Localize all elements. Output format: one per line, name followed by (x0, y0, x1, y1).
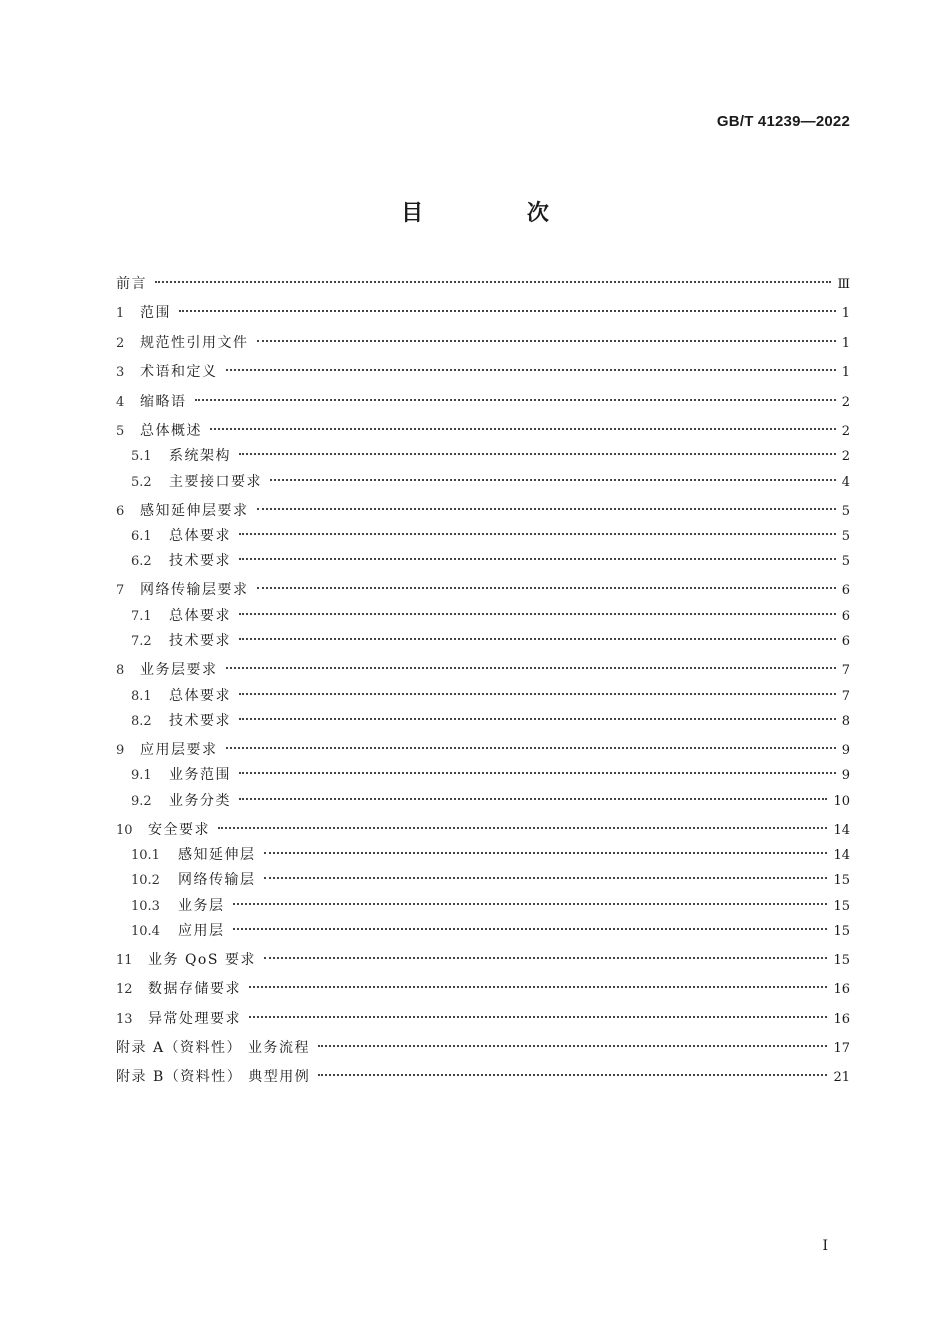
toc-entry[interactable] (116, 1063, 850, 1092)
toc-entry-label: 异常处理要求 (148, 1010, 241, 1027)
toc-entry-page: 17 (833, 1041, 850, 1057)
toc-entry[interactable] (116, 1005, 850, 1034)
toc-entry-number: 2 (116, 335, 125, 351)
toc-entry-label: 技术要求 (169, 553, 231, 570)
page-title: 目 次 (401, 201, 597, 226)
toc-dot-leader (239, 798, 827, 800)
toc-entry[interactable] (116, 358, 850, 387)
toc-entry[interactable] (116, 791, 850, 816)
toc-entry-page: 6 (841, 583, 850, 599)
toc-entry[interactable] (116, 472, 850, 497)
toc-dot-leader (257, 340, 836, 342)
toc-entry[interactable] (116, 765, 850, 790)
toc-entry[interactable] (116, 270, 850, 299)
toc-entry-number: 10.3 (131, 898, 160, 914)
toc-dot-leader (239, 558, 836, 560)
toc-entry-label: 总体概述 (140, 422, 202, 439)
toc-entry-page: 9 (841, 743, 850, 759)
toc-dot-leader (239, 453, 836, 455)
toc-dot-leader (239, 638, 836, 640)
toc-entry-label: 技术要求 (169, 633, 231, 650)
toc-entry-page: 10 (833, 793, 850, 809)
toc-entry-page: 5 (841, 503, 850, 519)
toc-entry-number: 4 (116, 394, 125, 410)
toc-entry-page: 6 (841, 608, 850, 624)
toc-entry-page: 5 (841, 529, 850, 545)
toc-entry-page: 14 (833, 822, 850, 838)
toc-entry-page: 2 (841, 449, 850, 465)
toc-entry-number: 3 (116, 365, 125, 381)
toc-dot-leader (226, 667, 836, 669)
toc-entry[interactable] (116, 845, 850, 870)
toc-dot-leader (239, 613, 836, 615)
toc-entry-number: 11 (116, 952, 133, 968)
toc-dot-leader (195, 399, 836, 401)
toc-entry[interactable] (116, 631, 850, 656)
toc-entry-number: 10.1 (131, 848, 160, 864)
toc-entry[interactable] (116, 975, 850, 1004)
toc-entry-label: 总体要求 (169, 607, 231, 624)
toc-entry-label: 网络传输层 (178, 872, 256, 889)
toc-entry-page: 7 (841, 688, 850, 704)
toc-entry-page: 1 (841, 335, 850, 351)
toc-entry-label: 应用层 (178, 922, 225, 939)
toc-dot-leader (179, 310, 836, 312)
toc-entry[interactable] (116, 497, 850, 526)
toc-entry-label: 附录 B（资料性） 典型用例 (116, 1069, 311, 1086)
toc-entry-page: 14 (833, 848, 850, 864)
toc-entry-label: 总体要求 (169, 687, 231, 704)
toc-entry[interactable] (116, 870, 850, 895)
toc-entry-number: 10.4 (131, 923, 160, 939)
toc-entry-label: 感知延伸层要求 (140, 502, 249, 519)
toc-entry-label: 业务层要求 (140, 662, 218, 679)
toc-entry[interactable] (116, 526, 850, 551)
toc-dot-leader (318, 1045, 827, 1047)
toc-entry-page: 15 (833, 923, 850, 939)
toc-entry-page: 4 (841, 474, 850, 490)
table-of-contents (116, 270, 850, 1093)
toc-entry-page: 16 (833, 1011, 850, 1027)
toc-dot-leader (249, 1016, 827, 1018)
toc-entry-number: 10 (116, 822, 133, 838)
toc-entry[interactable] (116, 816, 850, 845)
toc-entry-label: 前言 (116, 276, 147, 292)
toc-entry-page: 2 (841, 394, 850, 410)
toc-dot-leader (239, 718, 836, 720)
toc-entry-label: 数据存储要求 (148, 981, 241, 998)
toc-dot-leader (239, 693, 836, 695)
toc-entry-page: 7 (841, 663, 850, 679)
toc-entry-label: 主要接口要求 (169, 473, 262, 490)
toc-entry-number: 10.2 (131, 873, 160, 889)
toc-entry-label: 缩略语 (140, 393, 187, 410)
toc-entry-label: 规范性引用文件 (140, 334, 249, 351)
toc-entry-page: 21 (833, 1070, 850, 1086)
toc-entry-page: 1 (841, 365, 850, 381)
toc-entry-label: 业务 QoS 要求 (148, 951, 256, 968)
toc-entry[interactable] (116, 329, 850, 358)
toc-entry-label: 业务分类 (169, 792, 231, 809)
toc-entry-page: 2 (841, 423, 850, 439)
toc-entry-label: 应用层要求 (140, 742, 218, 759)
toc-dot-leader (226, 747, 836, 749)
toc-entry-page: 1 (841, 306, 850, 322)
toc-entry[interactable] (116, 736, 850, 765)
toc-dot-leader (155, 281, 831, 283)
toc-entry[interactable] (116, 656, 850, 685)
toc-entry-label: 术语和定义 (140, 364, 218, 381)
toc-dot-leader (239, 772, 836, 774)
toc-entry-number: 6.2 (131, 554, 152, 570)
toc-entry-label: 系统架构 (169, 448, 231, 465)
toc-entry[interactable] (116, 1034, 850, 1063)
standard-code: GB/T 41239—2022 (716, 113, 850, 130)
toc-dot-leader (210, 428, 836, 430)
toc-entry[interactable] (116, 946, 850, 975)
toc-entry-number: 7.2 (131, 634, 152, 650)
toc-entry-label: 附录 A（资料性） 业务流程 (116, 1040, 311, 1057)
toc-entry[interactable] (116, 446, 850, 471)
toc-dot-leader (318, 1074, 827, 1076)
toc-entry-page: 6 (841, 634, 850, 650)
toc-entry[interactable] (116, 417, 850, 446)
toc-entry-number: 8.1 (131, 688, 152, 704)
toc-entry[interactable] (116, 896, 850, 921)
toc-dot-leader (233, 903, 828, 905)
toc-entry[interactable] (116, 921, 850, 946)
toc-dot-leader (270, 479, 836, 481)
toc-entry-number: 12 (116, 982, 133, 998)
toc-entry-page: 8 (841, 713, 850, 729)
toc-entry-label: 业务层 (178, 897, 225, 914)
toc-dot-leader (257, 587, 836, 589)
toc-entry-number: 8 (116, 663, 125, 679)
toc-entry-label: 安全要求 (148, 821, 210, 838)
toc-entry-page: 9 (841, 768, 850, 784)
toc-dot-leader (226, 369, 836, 371)
toc-entry-page: 5 (841, 554, 850, 570)
toc-dot-leader (264, 877, 828, 879)
toc-entry-page: 15 (833, 898, 850, 914)
toc-entry-number: 5.1 (131, 449, 152, 465)
toc-entry-page: 15 (833, 952, 850, 968)
toc-entry-page: Ⅲ (837, 277, 850, 292)
toc-dot-leader (264, 957, 828, 959)
toc-entry-label: 网络传输层要求 (140, 582, 249, 599)
toc-entry-number: 7.1 (131, 608, 152, 624)
page-number: I (822, 1238, 828, 1254)
toc-entry-label: 技术要求 (169, 712, 231, 729)
toc-dot-leader (239, 533, 836, 535)
toc-entry-page: 16 (833, 982, 850, 998)
toc-dot-leader (233, 928, 828, 930)
toc-entry[interactable] (116, 686, 850, 711)
toc-entry[interactable] (116, 576, 850, 605)
toc-entry[interactable] (116, 606, 850, 631)
toc-entry-number: 7 (116, 583, 125, 599)
toc-entry[interactable] (116, 551, 850, 576)
toc-entry-number: 6 (116, 503, 125, 519)
toc-entry-number: 5.2 (131, 474, 152, 490)
toc-entry-number: 1 (116, 306, 125, 322)
toc-dot-leader (249, 986, 827, 988)
toc-entry-number: 5 (116, 423, 125, 439)
toc-entry-number: 13 (116, 1011, 133, 1027)
toc-dot-leader (257, 508, 836, 510)
toc-entry-label: 范围 (140, 305, 171, 322)
toc-entry-label: 总体要求 (169, 528, 231, 545)
toc-dot-leader (264, 852, 828, 854)
toc-entry-number: 9.2 (131, 793, 152, 809)
toc-entry-page: 15 (833, 873, 850, 889)
toc-entry-number: 8.2 (131, 713, 152, 729)
toc-entry[interactable] (116, 711, 850, 736)
toc-entry[interactable] (116, 299, 850, 328)
toc-entry-number: 6.1 (131, 529, 152, 545)
toc-entry-number: 9 (116, 743, 125, 759)
toc-entry-label: 业务范围 (169, 767, 231, 784)
toc-entry[interactable] (116, 388, 850, 417)
toc-entry-number: 9.1 (131, 768, 152, 784)
toc-entry-label: 感知延伸层 (178, 847, 256, 864)
toc-dot-leader (218, 827, 827, 829)
